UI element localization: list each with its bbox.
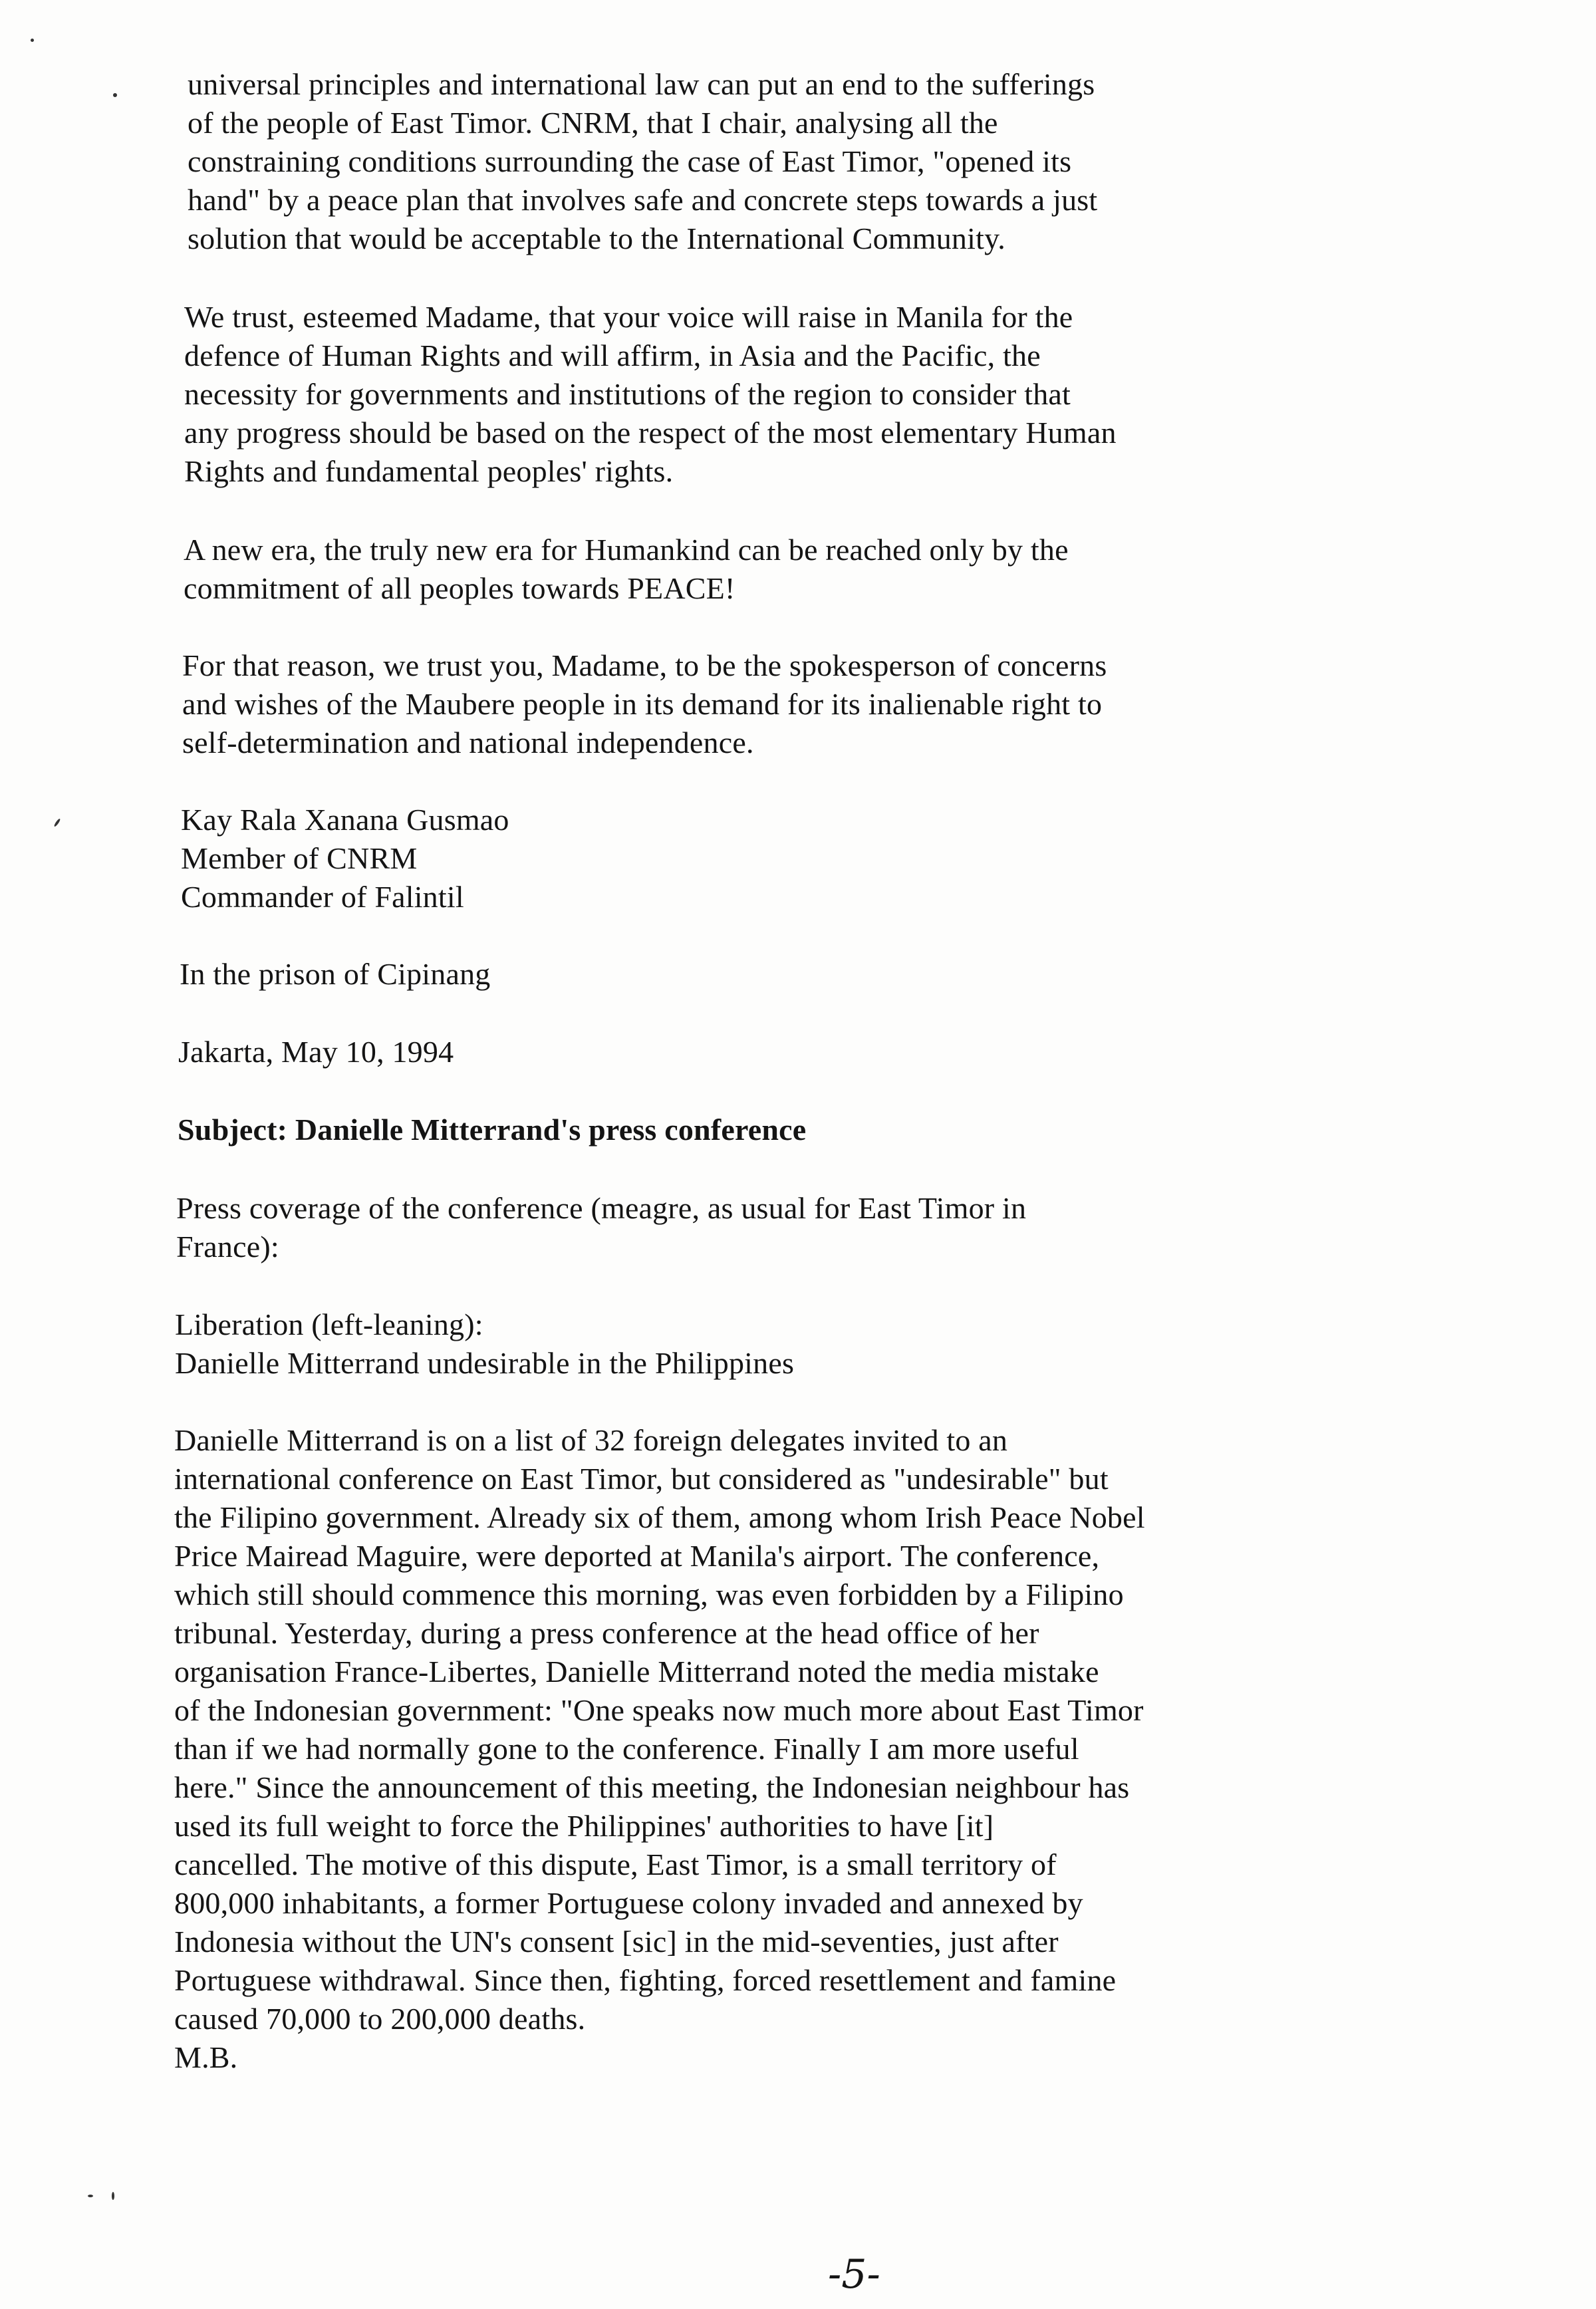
scan-speck	[31, 39, 34, 42]
subject-heading: Subject: Danielle Mitterrand's press conference	[178, 1113, 807, 1147]
scan-speck	[113, 93, 117, 97]
page-number: -5-	[828, 2251, 880, 2298]
paragraph-peace-plan: universal principles and international law can put an end to the sufferings of the people of East Timor. CNRM, that I chair, analysing all the constraining conditions surrounding the case of East Timor, "opened its hand" by a peace plan that involves safe and concrete steps towards a just solution that would be acceptable to the International Community.	[188, 67, 1098, 255]
date-line: Jakarta, May 10, 1994	[178, 1035, 454, 1069]
signature-block: Kay Rala Xanana Gusmao Member of CNRM Commander of Falintil	[181, 803, 509, 914]
paragraph-self-determination: For that reason, we trust you, Madame, to be the spokesperson of concerns and wishes of the Maubere people in its demand for its inalienable right to self-determination and national independence.	[182, 648, 1107, 759]
paragraph-new-era: A new era, the truly new era for Humankind can be reached only by the commitment of all peoples towards PEACE!	[184, 533, 1069, 605]
press-coverage-intro: Press coverage of the conference (meagre, as usual for East Timor in France):	[176, 1191, 1027, 1264]
scan-speck	[53, 818, 61, 827]
location-line: In the prison of Cipinang	[180, 957, 491, 991]
scan-speck	[88, 2195, 93, 2197]
paragraph-human-rights: We trust, esteemed Madame, that your voice will raise in Manila for the defence of Human Rights and will affirm, in Asia and the Pacific, the necessity for governments and institutions of the region to consider that any progress should be based on the respect of the most elementary Human Rights and fundamental peoples' rights.	[184, 300, 1117, 488]
scan-speck	[112, 2192, 114, 2200]
press-source-headline: Liberation (left-leaning): Danielle Mitterrand undesirable in the Philippines	[175, 1307, 795, 1380]
press-article-body: Danielle Mitterrand is on a list of 32 foreign delegates invited to an international conference on East Timor, but considered as "undesirable" but the Filipino government. Already six of them, among whom Irish Peace Nobel Price Mairead Maguire, were deported at Manila's airport. The conference, which still should commence this morning, was even forbidden by a Filipino tribunal. Yesterday, during a press conference at the head office of her organisation France-Libertes, Danielle Mitterrand noted the media mistake of the Indonesian government: "One speaks now much more about East Timor than if we had normally gone to the conference. Finally I am more useful here." Since the announcement of this meeting, the Indonesian neighbour has used its full weight to force the Philippines' authorities to have [it] cancelled. The motive of this dispute, East Timor, is a small territory of 800,000 inhabitants, a former Portuguese colony invaded and annexed by Indonesia without the UN's consent [sic] in the mid-seventies, just after Portuguese withdrawal. Since then, fighting, forced resettlement and famine caused 70,000 to 200,000 deaths. M.B.	[174, 1423, 1145, 2074]
